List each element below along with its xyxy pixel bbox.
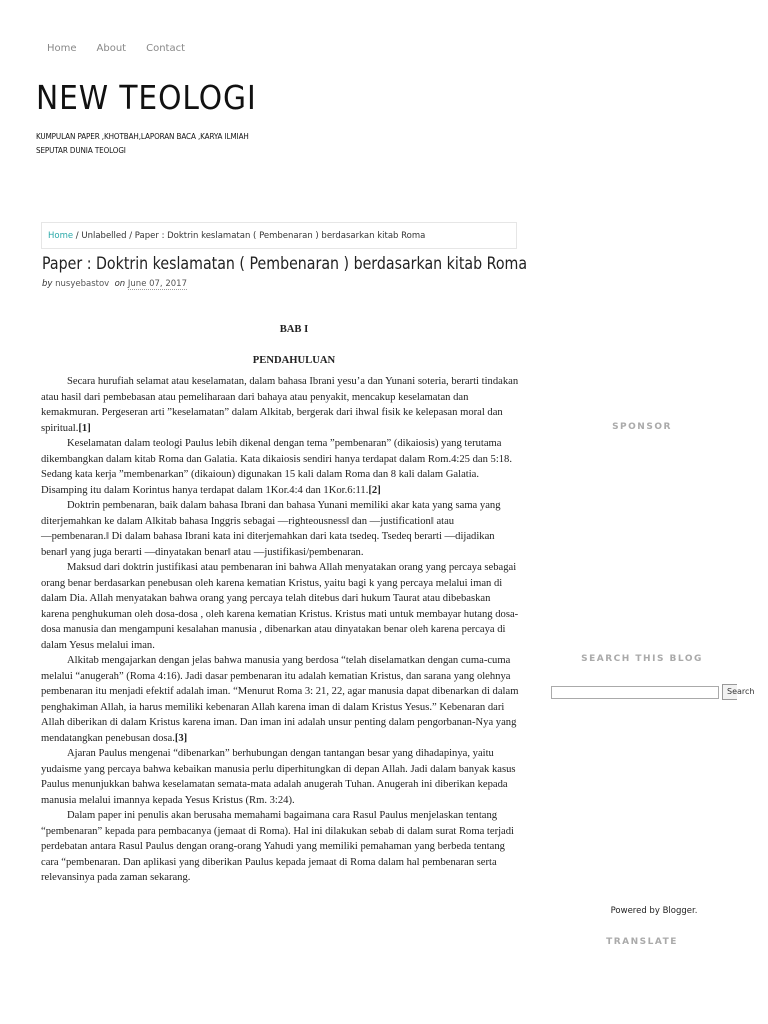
breadcrumb-home-link[interactable]: Home: [48, 231, 74, 241]
site-description: KUMPULAN PAPER ,KHOTBAH,LAPORAN BACA ,KARYA ILMIAH SEPUTAR DUNIA TEOLOGI: [36, 132, 249, 155]
author-link[interactable]: nusyebastov: [55, 279, 110, 289]
blogger-link[interactable]: Blogger: [662, 906, 695, 916]
search-input[interactable]: [551, 686, 719, 699]
nav-home[interactable]: Home: [47, 43, 77, 54]
paragraph-text: Ajaran Paulus mengenai “dibenarkan” berhubungan dengan tantangan besar yang dihadapinya, yaitu yudaisme yang percaya bahwa kebaikan manusia perlu diperhitungkan di depan Allah. Jadi dalam banyak kasus Paulus menunjukkan bahwa keselamatan semata-mata adalah anugerah Tuhan. Anugerah ini diberikan kepada manusia melalui imannya kepada Yesus Kristus (Rm. 3:24).: [41, 748, 516, 806]
article-paragraph: [41, 374, 521, 436]
paragraph-list: [41, 374, 521, 886]
nav-about[interactable]: About: [96, 43, 127, 54]
powered-by: Powered by Blogger.: [610, 906, 698, 916]
post-body: [41, 322, 521, 886]
search-button[interactable]: Search: [722, 684, 737, 700]
sponsor-title: SPONSOR: [612, 422, 672, 432]
footnote-link[interactable]: [2]: [368, 484, 381, 496]
on-label: on: [114, 279, 126, 289]
paragraph-text: Keselamatan dalam teologi Paulus lebih dikenal dengan tema ”pembenaran” (dikaiosis) yang terutama dikembangkan dalam kitab Roma dan Galatia. Kata dikaiosis sendiri hanya terdapat dalam Rom.4:25 dan 5:18. Sedang kata kerja ”membenarkan” (dikaioun) digunakan 15 kali dalam Roma dan 8 kali dalam Galatia. Disamping itu dalam Korintus hanya terdapat dalam 1Kor.4:4 dan 1Kor.6:11.: [41, 438, 513, 496]
breadcrumb: [41, 222, 517, 249]
paragraph-text: Doktrin pembenaran, baik dalam bahasa Ibrani dan bahasa Yunani memiliki akar kata yang sama yang diterjemahkan ke dalam Alkitab bahasa Inggris sebagai ―righteousness‖ dan ―justification‖ atau ―pembenaran.‖ Di dalam bahasa Ibrani kata ini diterjemahkan dari kata tsedeq. Tsedeq berarti ―dijadikan benar‖ yang juga berarti ―dinyatakan benar‖ atau ―justifikasi/pembenaran.: [41, 500, 501, 558]
breadcrumb-trail: / Unlabelled / Paper : Doktrin keslamatan ( Pembenaran ) berdasarkan kitab Roma: [73, 231, 426, 241]
article-paragraph: [41, 653, 521, 746]
article-paragraph: [41, 560, 521, 653]
paragraph-text: Maksud dari doktrin justifikasi atau pembenaran ini bahwa Allah menyatakan orang yang percaya sebagai orang benar berdasarkan penebusan oleh karena kematian Kristus, yaitu bagi k yang percaya melalui iman di dalam Dia. Allah menyatakan bahwa orang yang percaya telah ditebus dari hukum Taurat atau dibebaskan karena penghukuman oleh dosa-dosa , oleh karena kematian Kristus. Kristus mati untuk membayar hutang dosa-dosa manusia dan mengampuni kesalahan manusia , dibenarkan atau dinyatakan benar oleh karena percaya di dalam Yesus melalui iman.: [41, 562, 519, 651]
section-heading: PENDAHULUAN: [252, 354, 336, 366]
footnote-link[interactable]: [3]: [174, 732, 188, 744]
article-paragraph: [41, 746, 521, 808]
site-title[interactable]: NEW TEOLOGI: [36, 78, 257, 117]
paragraph-text: Alkitab mengajarkan dengan jelas bahwa manusia yang berdosa “telah diselamatkan dengan cuma-cuma melalui “anugerah” (Roma 4:16). Jadi dasar pembenaran itu adalah kematian Kristus, dan sarana yang olehnya pembenaran itu menjadi efektif adalah iman. “Menurut Roma 3: 21, 22, agar manusia dapat dibenarkan di dalam penghakiman Allah, ia harus memiliki kebenaran Allah karena iman di dalam Kristus Yesus.” Kebenaran dari Allah diberikan di dalam Kristus karena iman. Dan iman ini adalah unsur penting dalam pengorbanan-Nya yang mendatangkan penebusan dosa.: [41, 655, 519, 744]
article-paragraph: [41, 498, 521, 560]
article-paragraph: [41, 808, 521, 886]
translate-title: TRANSLATE: [606, 937, 678, 947]
chapter-heading: BAB I: [279, 324, 309, 335]
footnote-link[interactable]: [1]: [78, 422, 91, 434]
post-byline: [42, 279, 187, 289]
by-label: by: [42, 279, 53, 289]
post-title: Paper : Doktrin keslamatan ( Pembenaran ) berdasarkan kitab Roma: [42, 254, 528, 273]
article-paragraph: [41, 436, 521, 498]
nav-contact[interactable]: Contact: [146, 43, 186, 54]
paragraph-text: Secara hurufiah selamat atau keselamatan, dalam bahasa Ibrani yesu’a dan Yunani soteria, berarti tindakan atau hasil dari pembebasan atau pemeliharaan dari bahaya atau penyakit, mencakup keselamatan dan kemakmuran. Pergeseran arti ”keselamatan” dalam Alkitab, bergerak dari ihwal fisik ke kelepasan moral dan spiritual.: [41, 376, 519, 434]
search-blog-title: SEARCH THIS BLOG: [581, 654, 703, 664]
powered-by-label: Powered by: [610, 906, 660, 916]
top-nav: [47, 43, 205, 54]
paragraph-text: Dalam paper ini penulis akan berusaha memahami bagaimana cara Rasul Paulus menjelaskan tentang “pembenaran” kepada para pembacanya (jemaat di Roma). Hal ini dilakukan sebab di dalam surat Roma terjadi perdebatan antara Rasul Paulus dengan orang-orang Yahudi yang memiliki pemahaman yang berbeda tentang cara “pembenaran. Dan aplikasi yang diberikan Paulus kepada jemaat di Roma dalam hal pembenaran serta relevansinya pada zaman sekarang.: [41, 810, 514, 883]
post-date[interactable]: June 07, 2017: [127, 279, 187, 289]
